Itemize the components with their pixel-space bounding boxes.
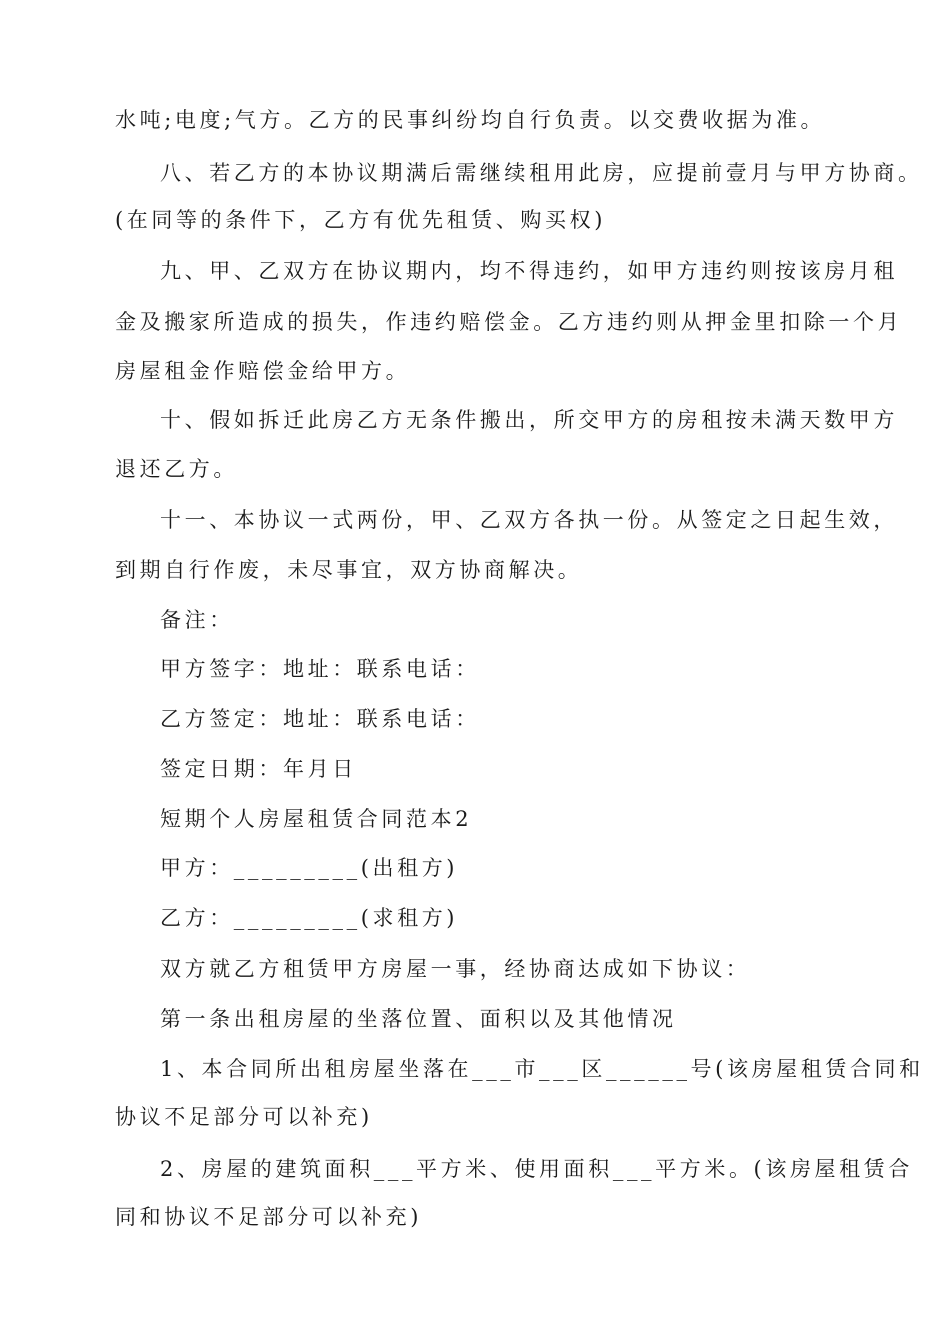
- text-line: 协议不足部分可以补充): [115, 1105, 373, 1129]
- party-a-signature-line: 甲方签字：地址：联系电话：: [160, 657, 480, 681]
- text-line: 九、甲、乙双方在协议期内，均不得违约，如甲方违约则按该房月租: [160, 259, 898, 283]
- text-line: 退还乙方。: [115, 457, 238, 481]
- signing-date-line: 签定日期：年月日: [160, 757, 357, 781]
- text-line: 十一、本协议一式两份，甲、乙双方各执一份。从签定之日起生效，: [160, 508, 898, 532]
- text-line: 金及搬家所造成的损失，作违约赔偿金。乙方违约则从押金里扣除一个月: [115, 310, 903, 334]
- text-line: 十、假如拆迁此房乙方无条件搬出，所交甲方的房租按未满天数甲方: [160, 408, 898, 432]
- text-line: (在同等的条件下，乙方有优先租赁、购买权): [115, 208, 606, 232]
- section-title: 短期个人房屋租赁合同范本2: [160, 807, 473, 831]
- text-line: 水吨;电度;气方。乙方的民事纠纷均自行负责。以交费收据为准。: [115, 108, 826, 132]
- party-b-line: 乙方：_________(求租方): [160, 906, 459, 930]
- text-line: 到期自行作废，未尽事宜，双方协商解决。: [115, 558, 583, 582]
- text-line: 2、房屋的建筑面积___平方米、使用面积___平方米。(该房屋租赁合: [160, 1157, 913, 1181]
- party-b-signature-line: 乙方签定：地址：联系电话：: [160, 707, 480, 731]
- text-line: 房屋租金作赔偿金给甲方。: [115, 359, 411, 383]
- article-heading: 第一条出租房屋的坐落位置、面积以及其他情况: [160, 1007, 677, 1031]
- text-line: 同和协议不足部分可以补充): [115, 1205, 422, 1229]
- text-line: 八、若乙方的本协议期满后需继续租用此房，应提前壹月与甲方协商。: [160, 161, 923, 185]
- party-a-line: 甲方：_________(出租方): [160, 856, 459, 880]
- text-line: 双方就乙方租赁甲方房屋一事，经协商达成如下协议：: [160, 957, 751, 981]
- text-line: 1、本合同所出租房屋坐落在___市___区______号(该房屋租赁合同和: [160, 1057, 924, 1081]
- remarks-label: 备注：: [160, 608, 234, 632]
